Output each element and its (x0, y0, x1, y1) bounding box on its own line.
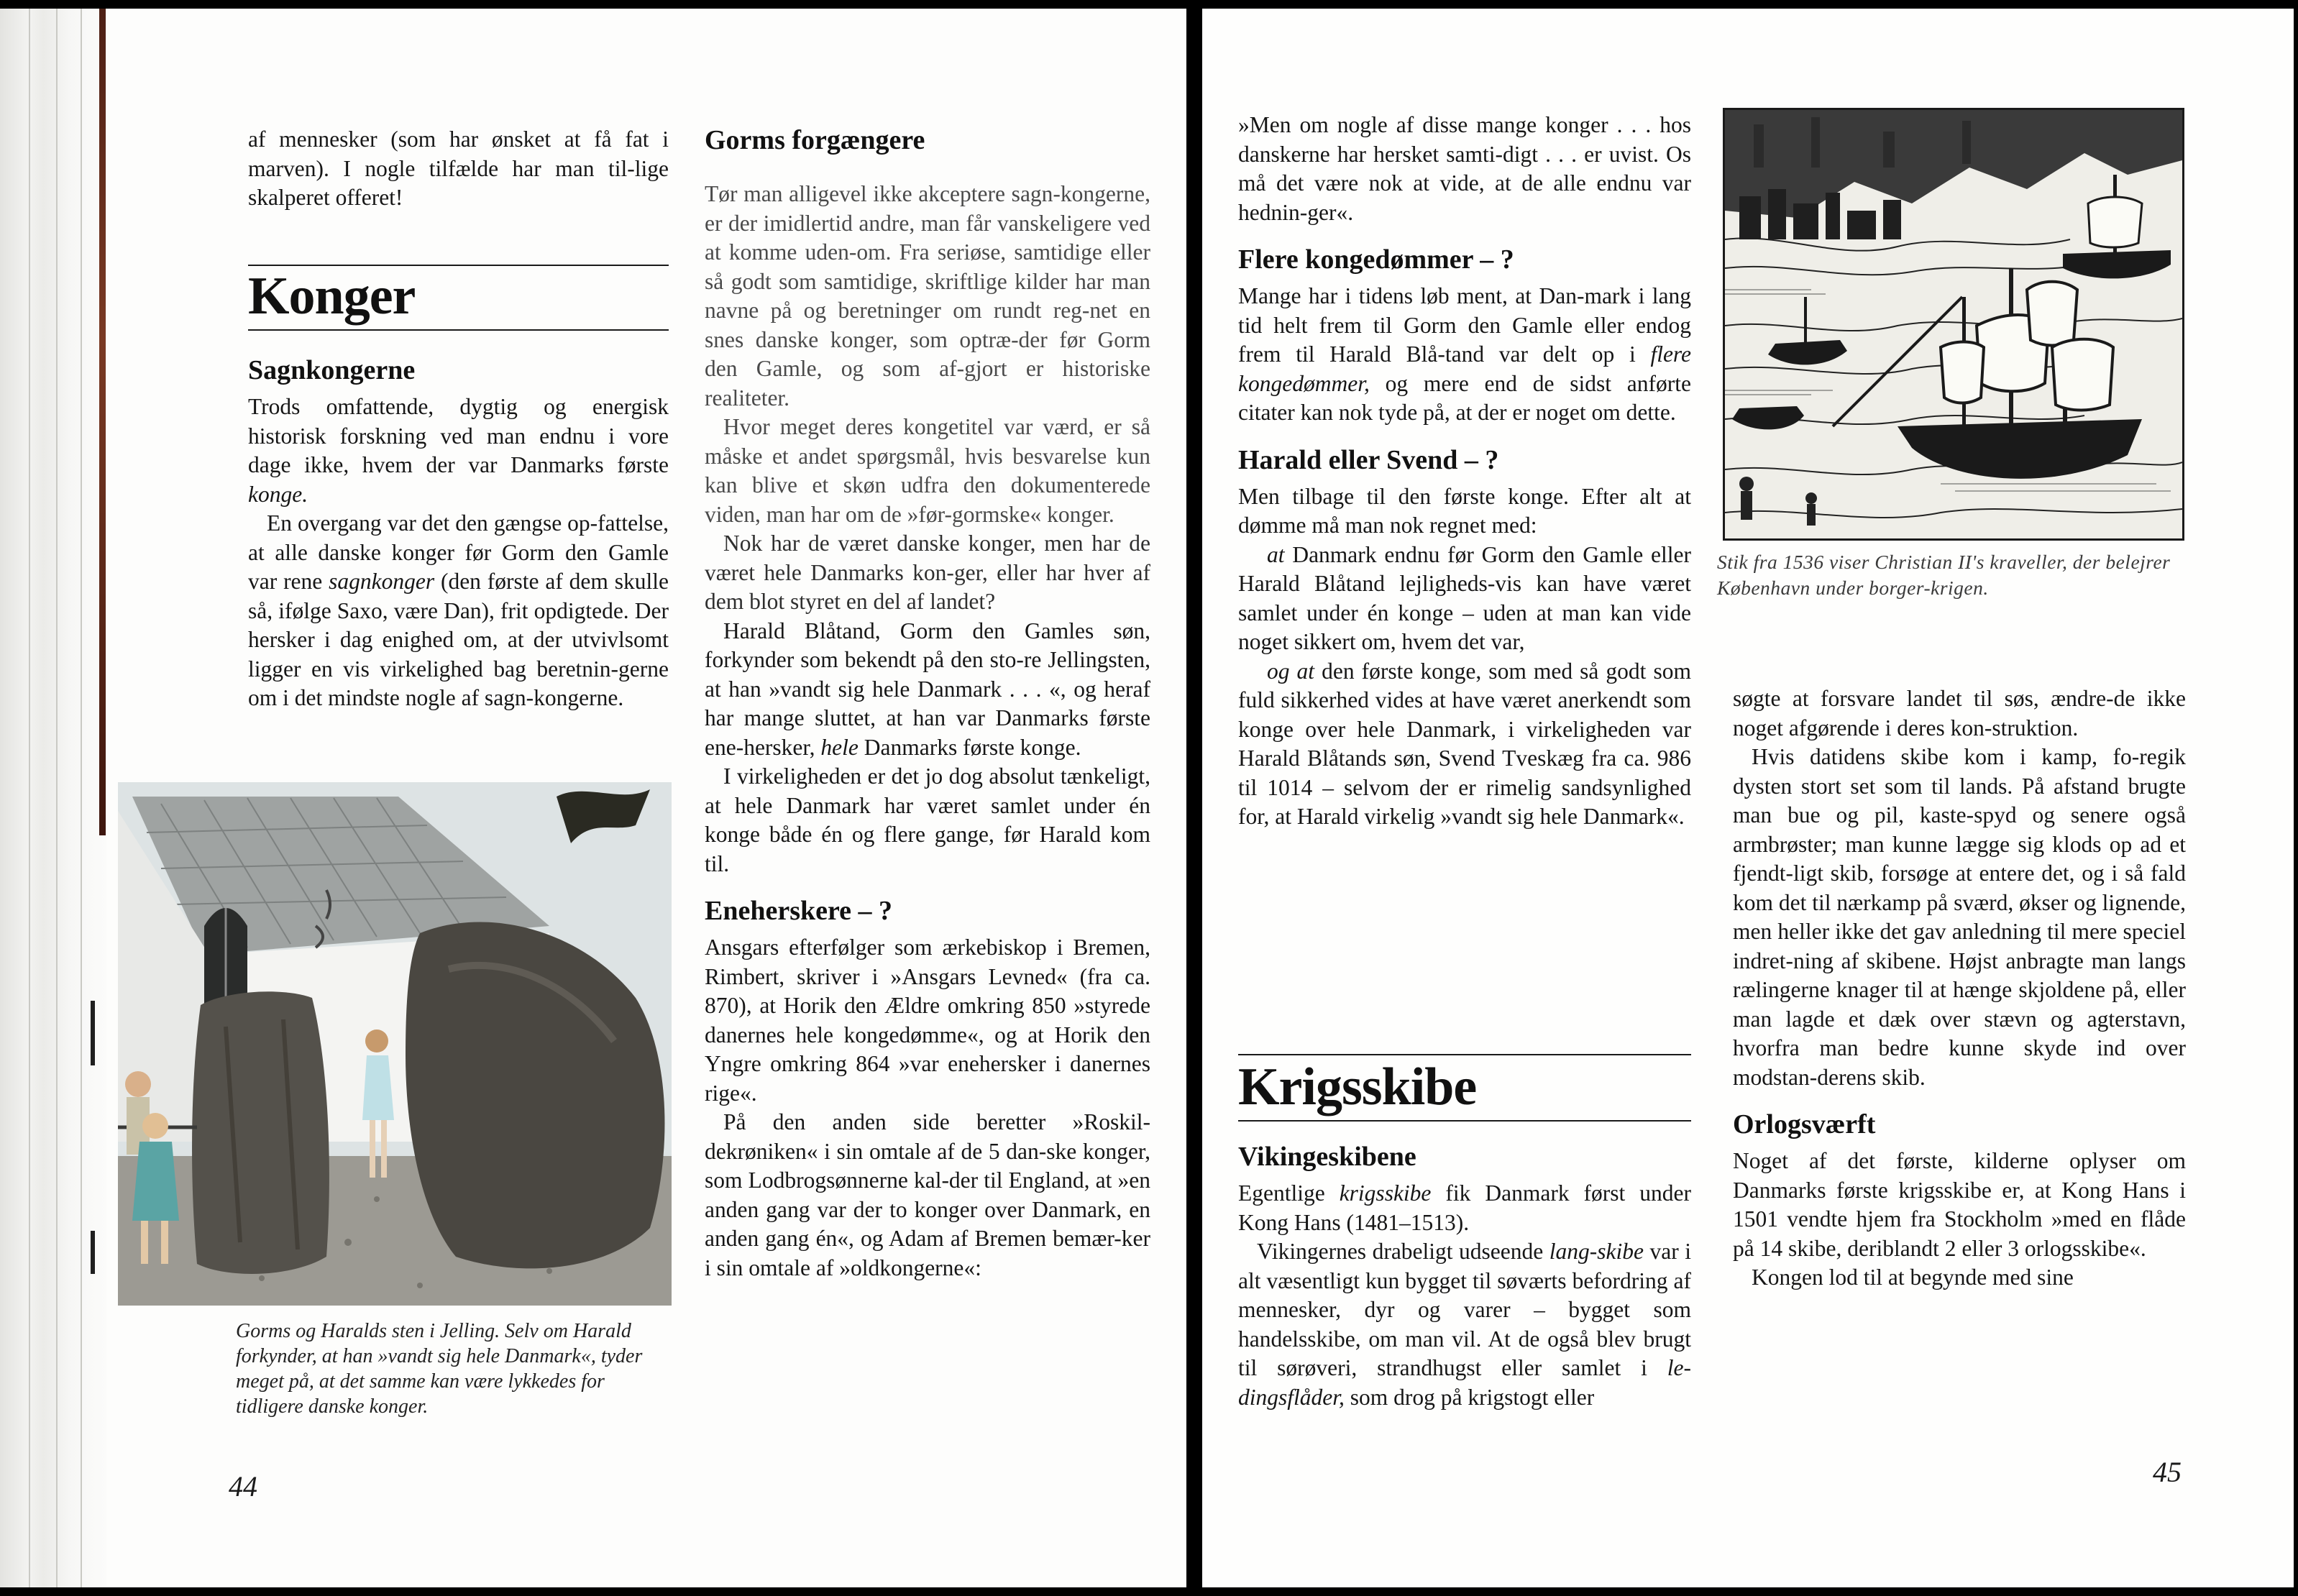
section-rule-top (1238, 1054, 1691, 1055)
page-number-left: 44 (229, 1470, 257, 1503)
jelling-stones-photo (118, 782, 672, 1306)
intro-paragraph: af mennesker (som har ønsket at få fat i marven). I nogle tilfælde har man til-lige skalperet offeret! (248, 127, 669, 210)
paragraph: I virkeligheden er det jo dog absolut tænkeligt, at hele Danmark har været samlet under én konge både én og flere gange, før Harald kom til. (705, 763, 1150, 876)
engraving-caption: Stik fra 1536 viser Christian II's kraveller, der belejrer København under borger-krigen. (1717, 551, 2171, 599)
paragraph: På den anden side beretter »Roskil-dekrøniken« i sin omtale af de 5 dan-ske konger, som Lodbrogsønnerne kal-der til England, at »en anden gang var der to konger over Danmark, en anden gang én«, og Adam af Bremen bemær-ker i sin omtale af »oldkongerne«: (705, 1109, 1150, 1280)
book-spine-edge (99, 9, 106, 835)
krigsskibe-heading: Krigsskibe (1238, 1058, 1477, 1116)
section-rule-bottom (248, 329, 669, 331)
paragraph: Hvis datidens skibe kom i kamp, fo-regik dysten stort set som til lands. På afstand brugte man bue og pil, kaste-spyd og senere også armbrøster; man kunne lægge sig klods op ad et fjendt-ligt skib, forsøge at entere det, og i så fald kom det til nærkamp på sværd, økser og lignende, men heller ikke det gav anledning til mere speciel indret-ning af skibene. Højst anbragte man langs rælingerne knager til at hænge skjoldene på, eller man lagde et dæk over stævn og agterstavn, hvorfra man bedre kunne skyde ind over modstan-derens skib. (1733, 744, 2186, 1090)
paragraph: Hvor meget deres kongetitel var værd, er så måske et andet spørgsmål, hvis besvarelse kun kan blive et skøn udfra den dokumenterede viden, man har om de »før-gormske« konger. (705, 414, 1150, 527)
flere-kongedommer-heading: Flere kongedømmer – ? (1238, 244, 1514, 275)
paragraph: Vikingernes drabeligt udseende lang-skibe var i alt væsentligt kun bygget til søværts befordring af mennesker, dyr og varer – bygget som handelsskibe, om man vil. At de også blev brugt til sørøveri, strandhugst eller samlet i le-dingsflåder, som drog på krigstogt eller (1238, 1239, 1691, 1410)
paragraph: Egentlige krigsskibe fik Danmark først under Kong Hans (1481–1513). (1238, 1180, 1691, 1235)
left-col1-intro (248, 125, 669, 213)
paragraph: Tør man alligevel ikke akceptere sagn-kongerne, er der imidlertid andre, man får vanskeligere ved at komme uden-om. Fra seriøse, samtidige eller så godt som samtidige, skriftlige kilder har man navne på og beretninger om rundt reg-net en snes danske konger, som optræ-der før Gorm den Gamle, og som af-gjort er historiske realiteter. (705, 181, 1150, 411)
left-page (0, 9, 1186, 1587)
konger-heading: Konger (248, 267, 416, 326)
right-col2 (1733, 684, 2186, 1293)
eneherskere-heading: Eneherskere – ? (705, 896, 893, 926)
right-col1 (1238, 111, 1691, 832)
left-col2 (705, 124, 1150, 1283)
harald-eller-svend-heading: Harald eller Svend – ? (1238, 444, 1499, 475)
sagnkongerne-heading: Sagnkongerne (248, 355, 416, 385)
right-page (1202, 9, 2294, 1587)
paragraph: Men tilbage til den første konge. Efter alt at dømme må man nok regnet med: (1238, 483, 1691, 538)
paragraph: Mange har i tidens løb ment, at Dan-mark i lang tid helt frem til Gorm den Gamle eller endog frem til Harald Blå-tand var delt op i flere kongedømmer, og mere end de sidst anførte citater kan nok tyde på, at der er noget om dette. (1238, 283, 1691, 425)
paragraph: Trods omfattende, dygtig og energisk historisk forskning ved man endnu i vore dage ikke, hvem der var Danmarks første konge. (248, 394, 669, 507)
edge-mark (91, 1231, 95, 1274)
paragraph: Nok har de været danske konger, men har de været hele Danmarks kon-ger, eller har hver af dem blot styret en del af landet? (705, 531, 1150, 614)
paragraph: Kongen lod til at begynde med sine (1752, 1265, 2074, 1290)
paragraph: at Danmark endnu før Gorm den Gamle eller Harald Blåtand lejligheds-vis kan have været samlet under én konge – uden at man kan vide noget sikkert om, hvem det var, (1238, 541, 1691, 654)
edge-mark (91, 1001, 95, 1065)
paragraph: Ansgars efterfølger som ærkebiskop i Bremen, Rimbert, skriver i »Ansgars Levned« (fra ca. 870), at Horik den Ældre omkring 850 »styrede danernes hele kongedømme«, og at Horik den Yngre omkring 864 »var enehersker i danernes rige«. (705, 935, 1150, 1106)
paragraph: Noget af det første, kilderne oplyser om Danmarks første krigsskibe er, at Kong Hans i 1501 vendte hjem fra Stockholm »med en flåde på 14 skibe, deriblandt 2 eller 3 orlogsskibe«. (1733, 1148, 2186, 1261)
page-number-right: 45 (2153, 1456, 2182, 1488)
paragraph: Harald Blåtand, Gorm den Gamles søn, forkynder som bekendt på den sto-re Jellingsten, at han »vandt sig hele Danmark . . . «, og heraf har mange sluttet, at han var Danmarks første ene-hersker, hele Danmarks første konge. (705, 618, 1150, 760)
quote-paragraph: »Men om nogle af disse mange konger . . . hos danskerne har hersket samti-digt . . . er uvist. Os må det være nok at vide, at de alle endnu var hednin-ger«. (1238, 112, 1691, 225)
orlogsvaerft-heading: Orlogsværft (1733, 1109, 1876, 1139)
page-edge-line (56, 9, 58, 1587)
section-rule-bottom (1238, 1120, 1691, 1122)
ship-engraving-image (1723, 108, 2184, 541)
photo-caption: Gorms og Haralds sten i Jelling. Selv om Harald forkynder, at han »vandt sig hele Danmark«, tyder meget på, at det samme kan være lykkedes for tidligere danske konger. (236, 1320, 643, 1418)
paragraph: og at den første konge, som med så godt som fuld sikkerhed vides at have været anerkendt som konge over hele Danmark, i virkeligheden var Harald Blåtands søn, Svend Tveskæg fra ca. 986 til 1014 – selvom der er rimelig sandsynlighed for, at Harald virkelig »vandt sig hele Danmark«. (1238, 658, 1691, 829)
page-edge-line (81, 9, 82, 1587)
sagnkongerne-section (248, 338, 669, 713)
paragraph: søgte at forsvare landet til søs, ændre-de ikke noget afgørende i deres kon-struktion. (1733, 686, 2186, 740)
vikingeskibene-heading: Vikingeskibene (1238, 1142, 1416, 1172)
vikingeskibene-section (1238, 1124, 1691, 1412)
gorms-forgaengere-heading: Gorms forgængere (705, 125, 925, 155)
page-edge-line (29, 9, 30, 1587)
paragraph: En overgang var det den gængse op-fattelse, at alle danske konger før Gorm den Gamle var rene sagnkonger (den første af dem skulle så, ifølge Saxo, være Dan), frit opdigtede. Der hersker i dag enighed om, at der utvivlsomt ligger en vis virkelighed bag beretnin-gerne om i det mindste nogle af sagn-kongerne. (248, 510, 669, 710)
book-edge (0, 9, 106, 1587)
section-rule-top (248, 265, 669, 266)
